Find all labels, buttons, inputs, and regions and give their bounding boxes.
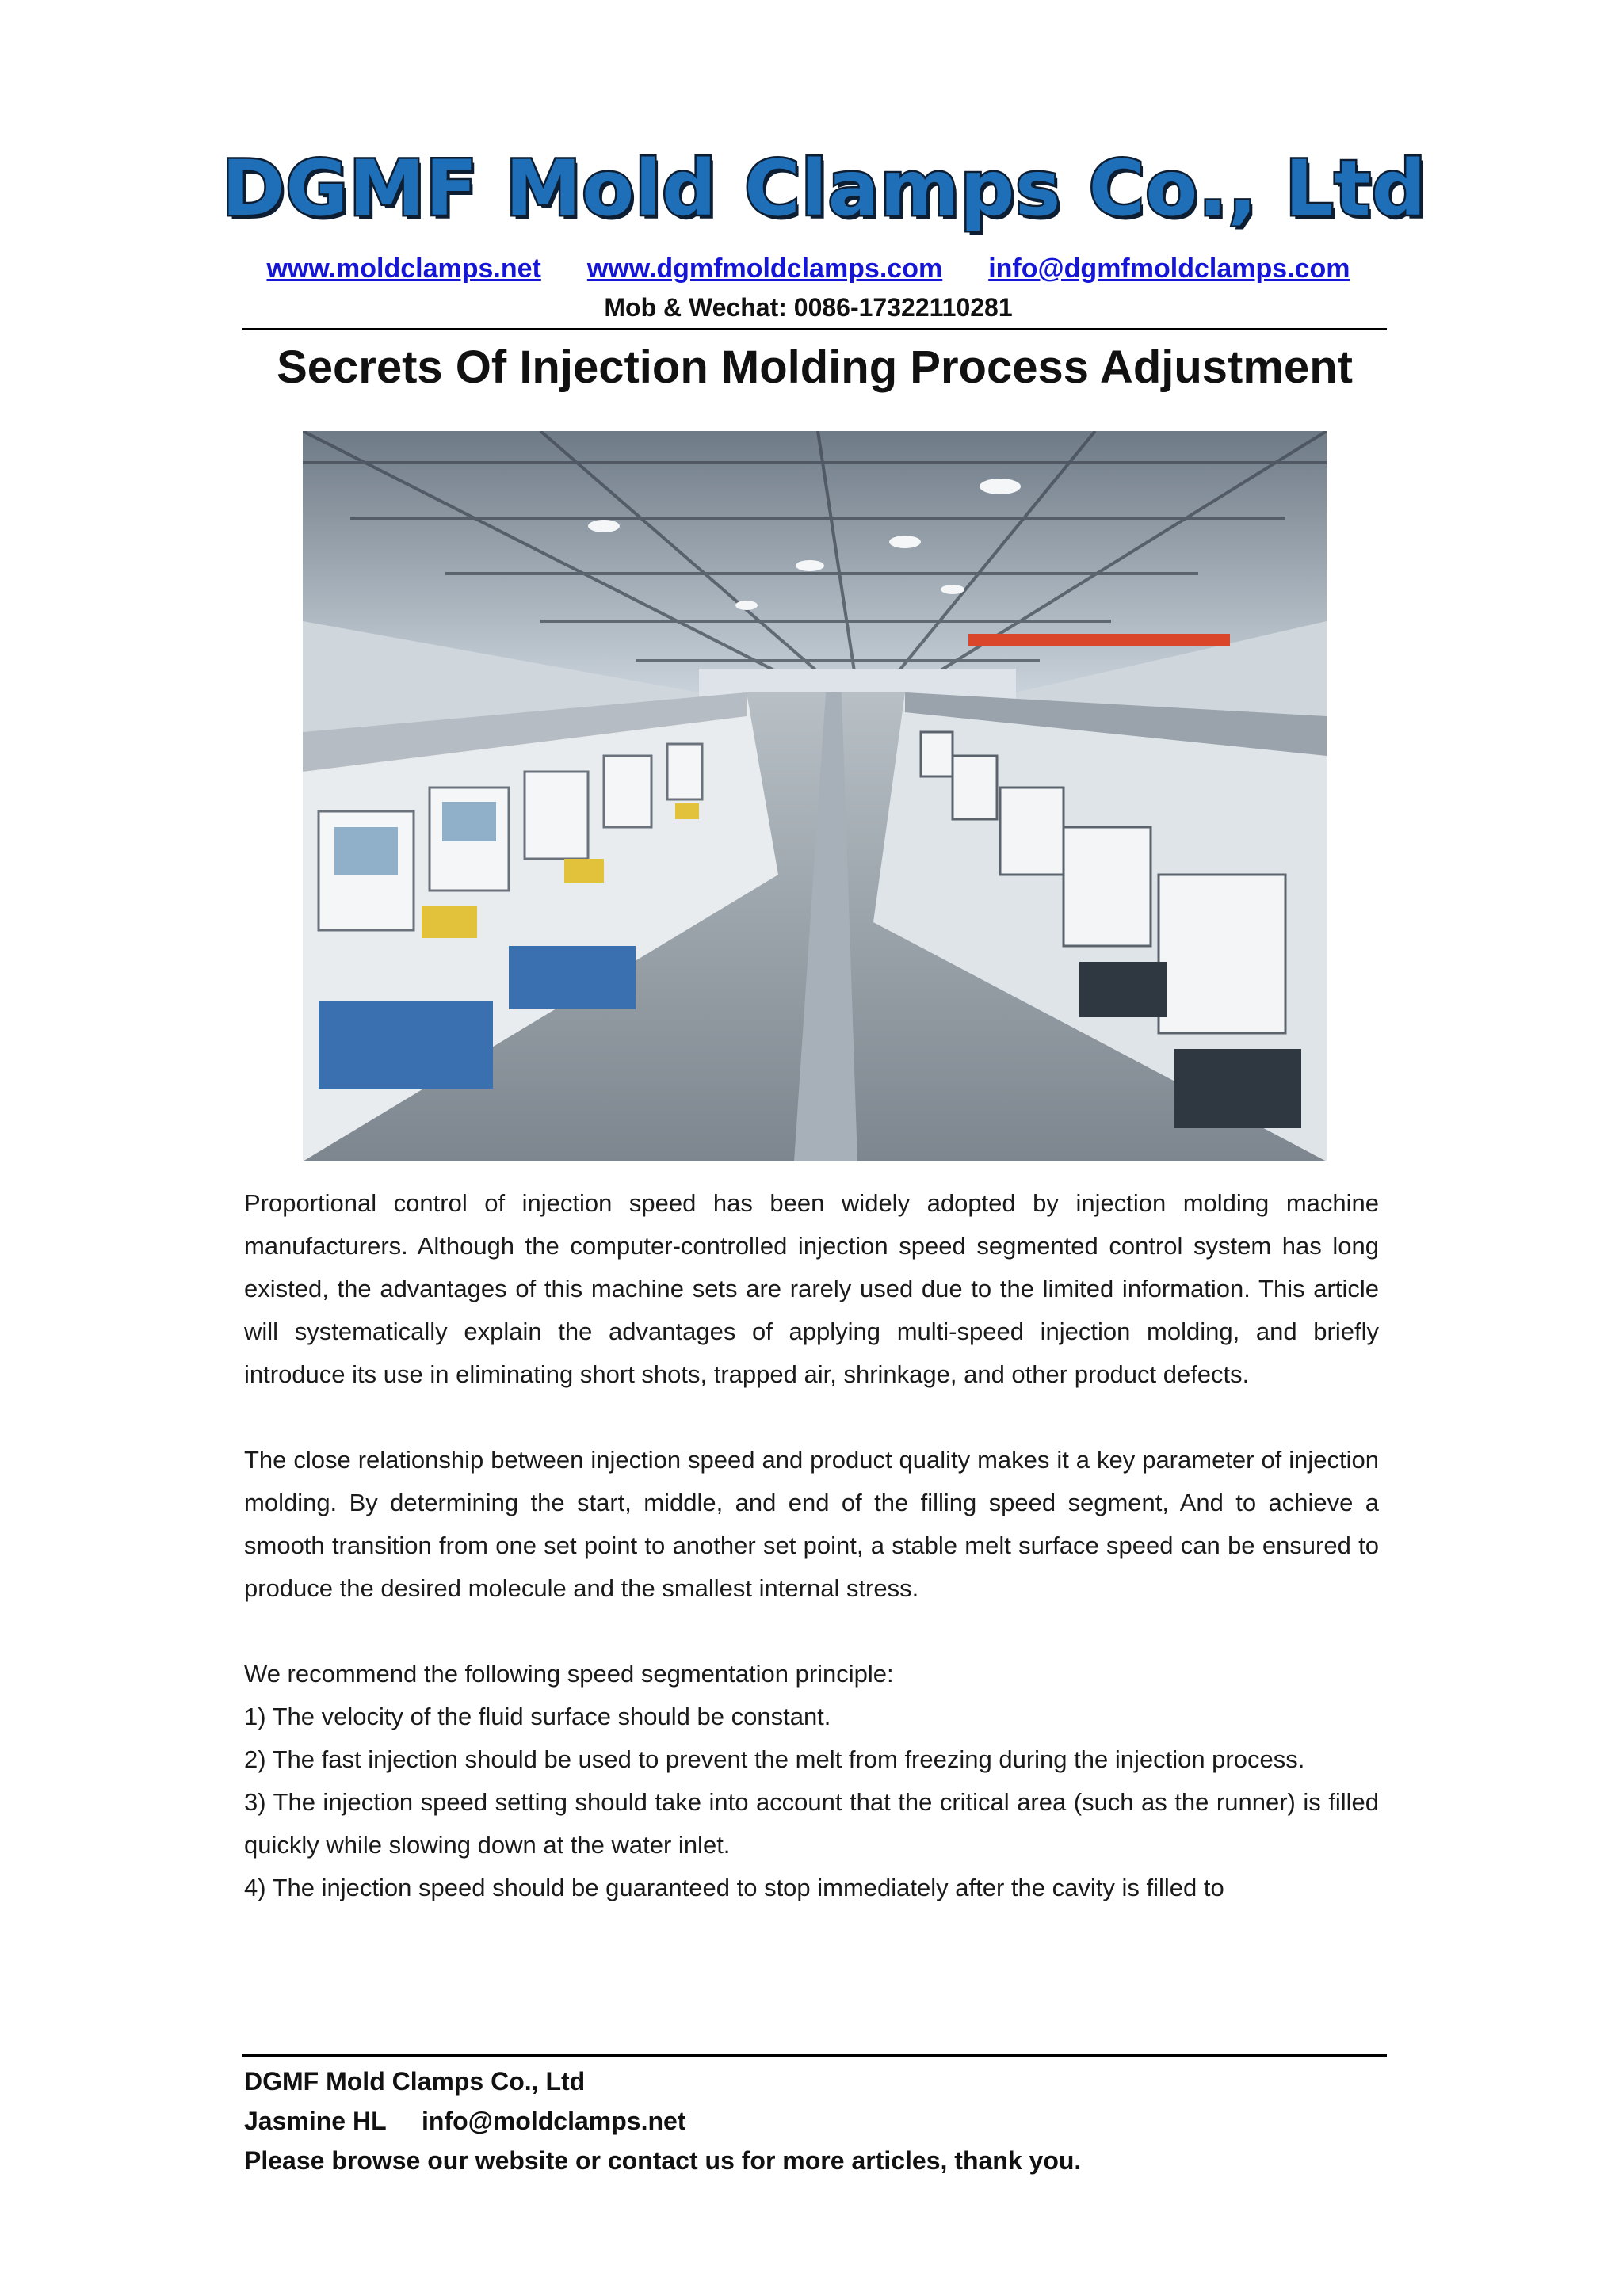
article-body	[244, 1182, 1379, 1909]
link-moldclamps[interactable]: www.moldclamps.net	[266, 254, 541, 284]
list-item: 2) The fast injection should be used to prevent the melt from freezing during the injection process.	[244, 1745, 1305, 1773]
footer-email: info@moldclamps.net	[422, 2107, 686, 2135]
factory-photo	[303, 431, 1327, 1161]
list-item: 1) The velocity of the fluid surface should be constant.	[244, 1703, 831, 1730]
link-dgmfmoldclamps[interactable]: www.dgmfmoldclamps.com	[586, 254, 943, 284]
header-divider	[242, 328, 1387, 330]
paragraph-relationship: The close relationship between injection speed and product quality makes it a key parameter of injection molding. By determining the start, middle, and end of the filling speed segment, And to achieve a smooth transition from one set point to another set point, a stable melt surface speed can be ensured to produce the desired molecule and the smallest internal stress.	[244, 1446, 1379, 1602]
company-logo	[221, 141, 1427, 236]
factory-illustration	[303, 431, 1327, 1161]
footer-name: Jasmine HL	[244, 2107, 387, 2135]
header-links	[246, 254, 1371, 284]
list-item: 3) The injection speed setting should take into account that the critical area (such as the runner) is filled quickly while slowing down at the water inlet.	[244, 1788, 1379, 1859]
page-title: Secrets Of Injection Molding Process Adjustment	[277, 341, 1353, 393]
link-email[interactable]: info@dgmfmoldclamps.com	[988, 254, 1350, 284]
footer-note: Please browse our website or contact us for more articles, thank you.	[244, 2146, 1082, 2175]
logo-text: DGMF Mold Clamps Co., Ltd	[221, 144, 1427, 233]
footer-contact	[244, 2101, 1379, 2141]
contact-phone: Mob & Wechat: 0086-17322110281	[604, 293, 1013, 322]
list-item: 4) The injection speed should be guaranteed to stop immediately after the cavity is filled to	[244, 1874, 1224, 1901]
page-footer	[244, 2061, 1379, 2180]
footer-divider	[242, 2054, 1387, 2057]
paragraph-intro: Proportional control of injection speed has been widely adopted by injection molding machine manufacturers. Although the computer-controlled injection speed segmented control system has long existed, the advantages of this machine sets are rarely used due to the limited information. This article will systematically explain the advantages of applying multi-speed injection molding, and briefly introduce its use in eliminating short shots, trapped air, shrinkage, and other product defects.	[244, 1189, 1379, 1388]
paragraph-principle-intro: We recommend the following speed segmentation principle:	[244, 1660, 894, 1688]
footer-company: DGMF Mold Clamps Co., Ltd	[244, 2067, 586, 2096]
